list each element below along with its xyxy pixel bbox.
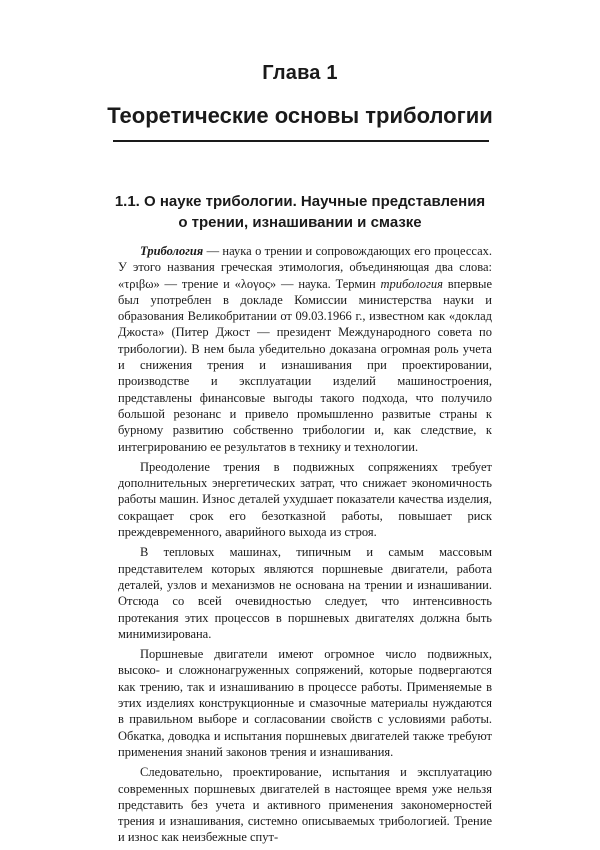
paragraph-1-text-b: впервые был употреблен в докладе Комиссии министерства науки и образования Великобритании от 09.03.1966 г., известном как «доклад Джоста» (Питер Джост — президент Международного совета по трибологии). В нем была убедительно доказана огромная роль учета и снижения трения и изнашивания при проектировании, производстве и эксплуатации изделий машиностроения, представлены финансовые выгоды такого подхода, что получило большой резонанс и привело промышленно развитые страны к бурному развитию собственно трибологии и, как следствие, к интегрированию ее результатов в технику и технологии.: [118, 276, 492, 454]
section-heading-line2: о трении, изнашивании и смазке: [178, 214, 422, 231]
section-heading-line1: 1.1. О науке трибологии. Научные представления: [114, 193, 486, 210]
chapter-title: Теоретические основы трибологии: [107, 103, 493, 128]
term-tribology: Трибология: [140, 244, 204, 258]
term-tribology-inline: трибология: [380, 276, 443, 291]
section-heading: [0, 191, 600, 233]
paragraph-3: В тепловых машинах, типичным и самым массовым представителем которых являются поршневые двигатели, работа деталей, узлов и механизмов не основана на трении и изнашивании. Отсюда со всей очевидностью следует, что интенсивность протекания этих процессов в поршневых двигателях должна быть минимизирована.: [118, 545, 492, 641]
paragraph-2: Преодоление трения в подвижных сопряжениях требует дополнительных энергетических затрат, что снижает экономичность работы машин. Износ деталей ухудшает показатели качества изделия, сокращает срок его безотказной работы, повышает риск преждевременного, аварийного выхода из строя.: [118, 459, 492, 540]
paragraph-4: Поршневые двигатели имеют огромное число подвижных, высоко- и сложнонагруженных сопряжений, которые подвергаются как трению, так и изнашиванию в процессе работы. Применяемые в этих изделиях конструкционные и смазочные материалы нуждаются в правильном выборе и согласовании свойств с условиями работы. Обкатка, доводка и испытания поршневых двигателей также требуют применения знаний законов трения и изнашивания.: [118, 647, 492, 759]
paragraph-1-text-a: — наука о трении и сопровождающих его процессах. У этого названия греческая этимология, объединяющая два слова: «τριβω» — трение и «λογος» — наука. Термин: [118, 244, 492, 291]
paragraph-5: Следовательно, проектирование, испытания и эксплуатацию современных поршневых двигателей в настоящее время уже нельзя представить без учета и активного применения закономерностей трения и изнашивания, системно описываемых трибологией. Трение и износ как неизбежные спут-: [118, 765, 492, 845]
title-underline: [113, 140, 489, 142]
body-text: [118, 243, 492, 850]
paragraph-1: [118, 243, 492, 455]
chapter-label: Глава 1: [262, 62, 338, 84]
